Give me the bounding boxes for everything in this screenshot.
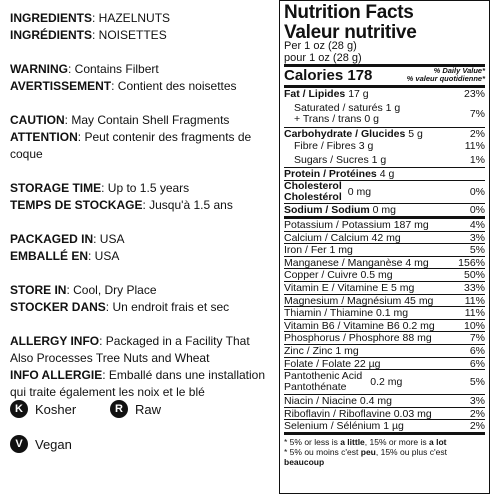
caution-block <box>10 112 272 163</box>
caution-fr-value: : Peut contenir des fragments de coque <box>10 130 252 161</box>
saturated-dv: 7% <box>469 108 485 120</box>
nutrient-dv: 6% <box>469 357 485 370</box>
raw-icon: R <box>110 400 128 418</box>
nutrient-row <box>284 282 485 294</box>
sugars-dv: 1% <box>469 154 485 166</box>
nutrient-dv: 6% <box>469 344 485 357</box>
vitamins-minerals-list-2 <box>284 394 485 432</box>
pantothenic-label-fr: Pantothénate <box>284 381 347 394</box>
sodium-row <box>284 204 485 216</box>
nutrient-row <box>284 269 485 281</box>
fibre-row <box>284 140 485 152</box>
protein-row <box>284 168 485 180</box>
vegan-icon: V <box>10 435 28 453</box>
nutrient-label: Copper / Cuivre 0.5 mg <box>284 269 393 282</box>
nutrient-label: Selenium / Sélénium 1 µg <box>284 420 404 433</box>
store-fr-label: STOCKER DANS <box>10 300 106 314</box>
dv-header-fr: % valeur quotidienne* <box>406 74 485 83</box>
sodium-label: Sodium / Sodium <box>284 204 370 216</box>
nutrient-dv: 5% <box>469 244 485 257</box>
nutrient-label: Iron / Fer 1 mg <box>284 244 353 257</box>
dv-header-en: % Daily Value* <box>433 66 485 75</box>
nutrient-row <box>284 408 485 420</box>
footnote-en: * 5% or less is a little, 15% or more is a lot <box>284 436 447 447</box>
calories-label: Calories 178 <box>284 67 373 84</box>
nutrient-label: Phosphorus / Phosphore 88 mg <box>284 332 432 345</box>
fat-dv: 23% <box>463 88 485 100</box>
nutrient-label: Potassium / Potassium 187 mg <box>284 219 429 231</box>
carb-label: Carbohydrate / Glucides <box>284 128 406 140</box>
store-block <box>10 282 272 316</box>
ingredients-en-value: : HAZELNUTS <box>92 11 171 25</box>
carb-amount: 5 g <box>408 128 423 140</box>
nutrient-label: Folate / Folate 22 µg <box>284 357 381 370</box>
badge-label: Kosher <box>35 401 77 417</box>
cholesterol-label-fr: Cholestérol <box>284 191 342 203</box>
nutrient-dv: 10% <box>463 319 485 332</box>
allergy-fr-value: : Emballé dans une installation qui traite également les noix et le blé <box>10 368 266 399</box>
store-en-label: STORE IN <box>10 283 67 297</box>
storage-en-label: STORAGE TIME <box>10 181 102 195</box>
nutrient-label: Vitamin E / Vitamine E 5 mg <box>284 281 415 294</box>
warning-en-value: : Contains Filbert <box>68 62 159 76</box>
packaged-fr-label: EMBALLÉ EN <box>10 249 88 263</box>
nutrient-label: Magnesium / Magnésium 45 mg <box>284 294 434 307</box>
nutrient-dv: 11% <box>464 294 485 307</box>
store-fr-value: : Un endroit frais et sec <box>105 300 230 314</box>
storage-fr-value: : Jusqu'à 1.5 ans <box>142 198 233 212</box>
warning-block <box>10 61 272 95</box>
nutrient-label: Thiamin / Thiamine 0.1 mg <box>284 307 409 320</box>
nutrient-row <box>284 358 485 370</box>
ingredients-fr-value: : NOISETTES <box>92 28 167 42</box>
nutrient-row <box>284 332 485 344</box>
protein-label: Protein / Protéines <box>284 168 377 180</box>
carb-dv: 2% <box>469 128 485 140</box>
nutrient-row <box>284 320 485 332</box>
nutrient-label: Calcium / Calcium 42 mg <box>284 231 401 244</box>
packaged-en-value: : USA <box>93 232 125 246</box>
badge-kosher <box>10 400 76 418</box>
carbohydrate-row <box>284 128 485 140</box>
footnote <box>284 437 485 467</box>
protein-amount: 4 g <box>379 168 395 180</box>
allergy-en-label: ALLERGY INFO <box>10 334 100 348</box>
serving-size-en: Per 1 oz (28 g) <box>284 40 357 52</box>
ingredients-en-label: INGREDIENTS <box>10 11 93 25</box>
nutrient-label: Riboflavin / Riboflavine 0.03 mg <box>284 407 432 420</box>
nutrient-label: Manganese / Manganèse 4 mg <box>284 256 429 269</box>
storage-en-value: : Up to 1.5 years <box>101 181 190 195</box>
packaged-block <box>10 231 272 265</box>
pantothenic-row <box>284 370 485 394</box>
packaged-fr-value: : USA <box>88 249 120 263</box>
nutrition-title-en: Nutrition Facts <box>284 2 414 23</box>
nutrient-row <box>284 232 485 244</box>
packaged-en-label: PACKAGED IN <box>10 232 94 246</box>
kosher-icon: K <box>10 400 28 418</box>
nutrient-dv: 2% <box>469 420 485 433</box>
saturated-trans-row <box>284 103 485 125</box>
sugars-label: Sugars / Sucres 1 g <box>294 154 387 166</box>
nutrient-row <box>284 295 485 307</box>
sodium-dv: 0% <box>469 204 485 216</box>
caution-fr-label: ATTENTION <box>10 130 78 144</box>
saturated-label: Saturated / saturés 1 g <box>294 102 401 114</box>
pantothenic-dv: 5% <box>469 376 485 389</box>
fat-amount: 17 g <box>348 88 369 100</box>
daily-value-header <box>407 67 485 83</box>
allergy-en-value: : Packaged in a Facility That Also Processes Tree Nuts and Wheat <box>10 334 250 365</box>
fibre-dv: 11% <box>464 140 485 152</box>
nutrition-facts-panel <box>279 0 490 494</box>
footnote-fr: * 5% ou moins c'est peu, 15% ou plus c'est beaucoup <box>284 446 447 467</box>
storage-block <box>10 180 272 214</box>
nutrient-row <box>284 244 485 256</box>
caution-en-label: CAUTION <box>10 113 65 127</box>
nutrient-dv: 33% <box>463 281 485 294</box>
fat-label: Fat / Lipides <box>284 88 346 100</box>
serving-size-fr: pour 1 oz (28 g) <box>284 51 362 64</box>
nutrient-dv: 156% <box>458 256 485 269</box>
warning-fr-label: AVERTISSEMENT <box>10 79 112 93</box>
nutrient-row <box>284 420 485 432</box>
badge-vegan <box>10 435 72 453</box>
calories-row <box>284 67 485 85</box>
cholesterol-label-en: Cholesterol <box>284 180 342 192</box>
nutrition-title-fr: Valeur nutritive <box>284 22 417 43</box>
ingredients-block <box>10 10 272 44</box>
caution-en-value: : May Contain Shell Fragments <box>64 113 230 127</box>
allergy-fr-label: INFO ALLERGIE <box>10 368 103 382</box>
nutrient-dv: 7% <box>469 332 485 345</box>
allergy-block <box>10 333 272 401</box>
nutrient-dv: 2% <box>469 407 485 420</box>
nutrient-label: Vitamin B6 / Vitamine B6 0.2 mg <box>284 319 435 332</box>
nutrient-dv: 50% <box>463 269 485 282</box>
badge-raw <box>110 400 161 418</box>
storage-fr-label: TEMPS DE STOCKAGE <box>10 198 143 212</box>
pantothenic-amount: 0.2 mg <box>370 376 403 389</box>
product-info <box>10 10 272 418</box>
nutrient-row <box>284 257 485 269</box>
badge-label: Raw <box>135 401 162 417</box>
sugars-row <box>284 154 485 166</box>
nutrient-dv: 4% <box>469 219 485 231</box>
badge-label: Vegan <box>35 436 72 452</box>
ingredients-fr-label: INGRÉDIENTS <box>10 28 93 42</box>
nutrient-dv: 11% <box>464 307 485 320</box>
vitamins-minerals-list <box>284 219 485 370</box>
divider <box>284 432 485 435</box>
trans-label: + Trans / trans 0 g <box>294 113 379 125</box>
nutrient-label: Niacin / Niacine 0.4 mg <box>284 395 392 408</box>
store-en-value: : Cool, Dry Place <box>66 283 157 297</box>
warning-en-label: WARNING <box>10 62 68 76</box>
nutrient-row <box>284 307 485 319</box>
nutrient-row <box>284 395 485 407</box>
cholesterol-dv: 0% <box>469 186 485 198</box>
nutrient-dv: 3% <box>469 395 485 408</box>
fibre-label: Fibre / Fibres 3 g <box>294 140 374 152</box>
sodium-amount: 0 mg <box>372 204 397 216</box>
cholesterol-row <box>284 181 485 203</box>
fat-row <box>284 88 485 100</box>
cholesterol-amount: 0 mg <box>347 186 372 198</box>
nutrient-row <box>284 219 485 231</box>
nutrient-label: Zinc / Zinc 1 mg <box>284 344 359 357</box>
nutrient-row <box>284 345 485 357</box>
nutrient-dv: 3% <box>469 231 485 244</box>
warning-fr-value: : Contient des noisettes <box>111 79 237 93</box>
pantothenic-label-en: Pantothenic Acid <box>284 370 363 383</box>
